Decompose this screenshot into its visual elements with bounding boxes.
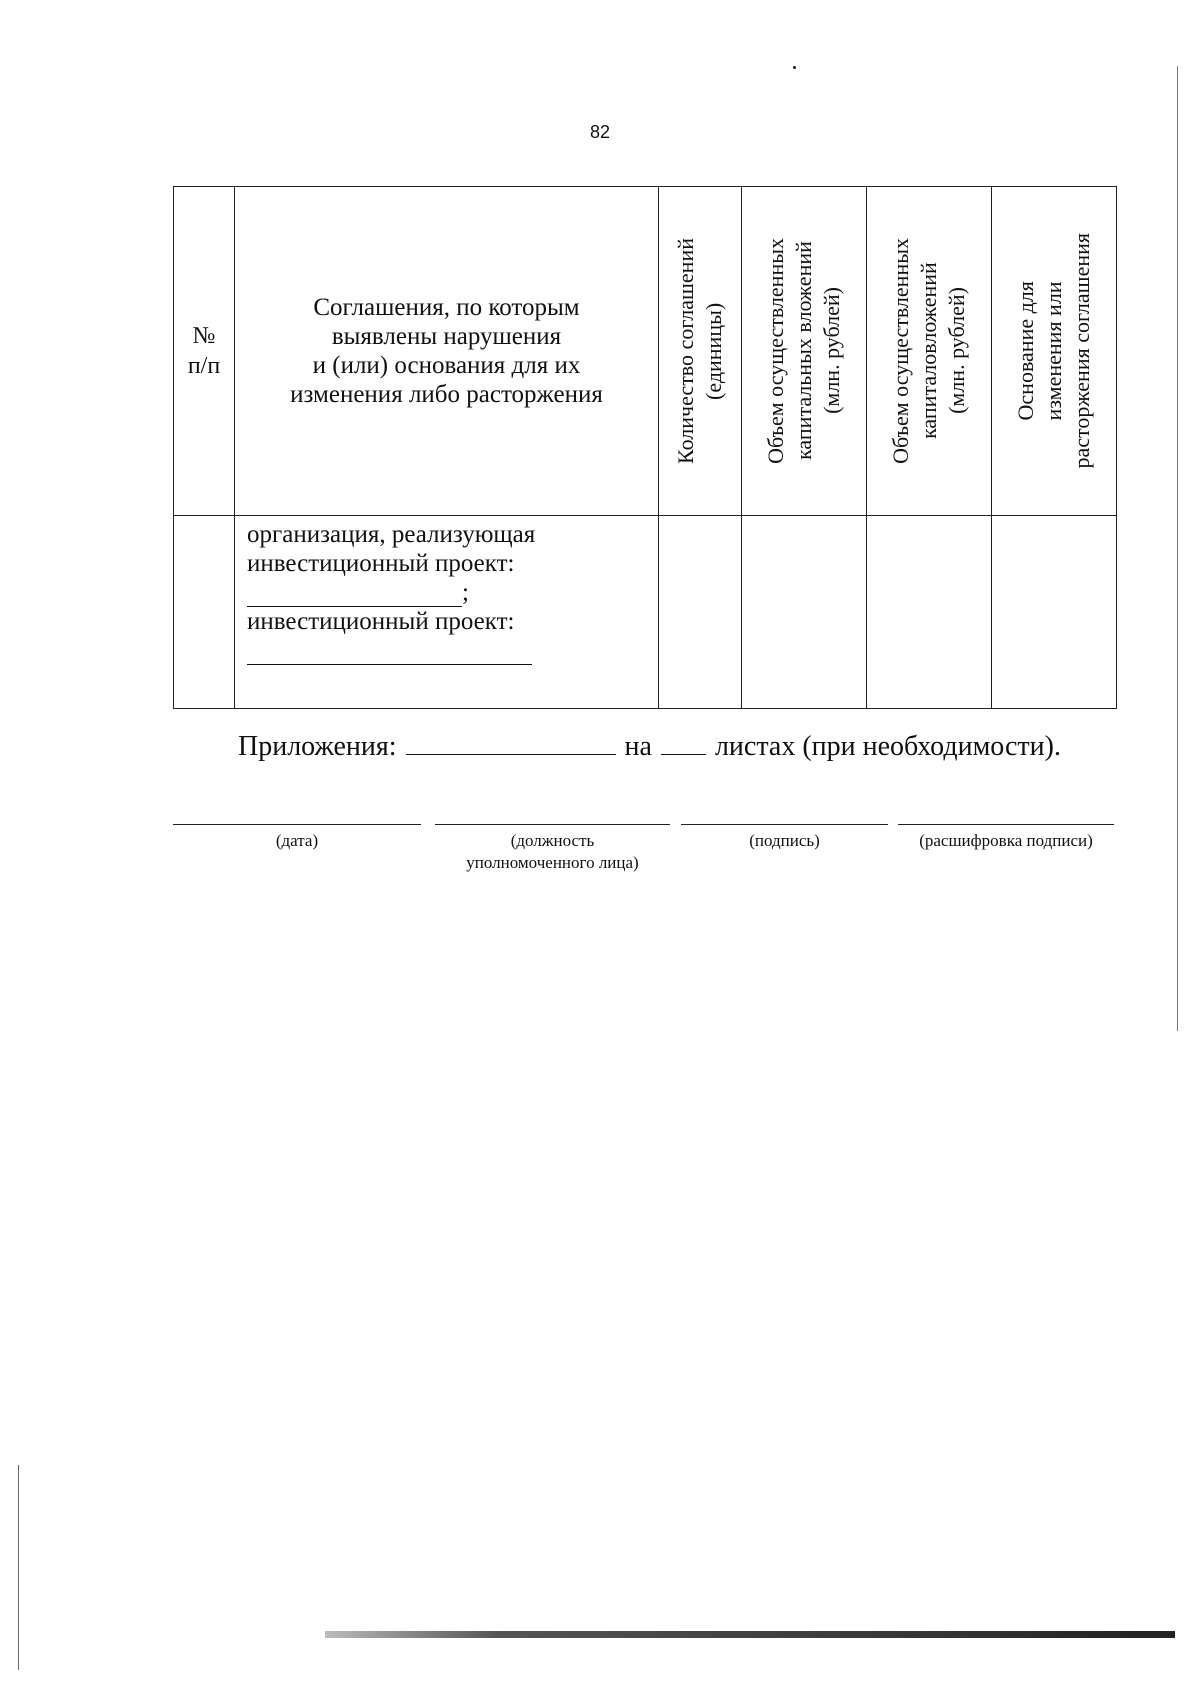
decoding-caption: (расшифровка подписи) (919, 831, 1093, 850)
sheets-count-blank[interactable] (661, 728, 706, 755)
header-agreements-count (659, 187, 742, 516)
agreements-table (173, 186, 1117, 709)
signature-line[interactable] (681, 824, 888, 825)
scan-speck (793, 66, 796, 69)
org-name-blank[interactable] (247, 582, 462, 607)
scan-edge-right (1177, 66, 1178, 1031)
cell-project-line: инвестиционный проект: (247, 608, 515, 635)
header-agreements-line: и (или) основания для их (312, 352, 581, 379)
scan-edge-left (18, 1465, 19, 1670)
header-capital-line: капитальных вложений (791, 241, 816, 461)
cell-capital-investments[interactable] (742, 516, 867, 709)
header-grounds-line: изменения или (1041, 281, 1066, 421)
header-capital-deposits (867, 187, 992, 516)
position-line[interactable] (435, 824, 670, 825)
appendix-on: на (624, 731, 652, 762)
header-number-sign: № (192, 323, 216, 349)
date-line[interactable] (173, 824, 421, 825)
position-caption-line: уполномоченного лица) (466, 853, 639, 872)
header-agreements-line: Соглашения, по которым (313, 294, 580, 321)
appendix-blank[interactable] (406, 728, 616, 755)
cell-project-line: инвестиционный проект: (247, 550, 515, 577)
table-header-row (174, 187, 1117, 516)
header-count-line: (единицы) (701, 302, 726, 400)
header-agreements (235, 187, 659, 516)
header-deposits-line: (млн. рублей) (944, 287, 969, 415)
cell-agreement (235, 516, 659, 709)
signature-caption: (подпись) (749, 831, 820, 850)
project-name-blank[interactable] (247, 640, 532, 665)
header-agreements-line: изменения либо расторжения (290, 381, 603, 408)
cell-count[interactable] (659, 516, 742, 709)
page-number: 82 (589, 122, 611, 142)
appendix-suffix: листах (при необходимости). (714, 731, 1061, 762)
header-agreements-line: выявлены нарушения (331, 323, 562, 350)
header-number-pp: п/п (187, 353, 221, 379)
header-deposits-line: капиталовложений (916, 262, 941, 440)
header-grounds (992, 187, 1117, 516)
table-row (174, 516, 1117, 709)
cell-grounds[interactable] (992, 516, 1117, 709)
header-grounds-line: расторжения соглашения (1069, 233, 1094, 469)
header-deposits-line: Объем осуществленных (888, 238, 913, 464)
cell-org-line: организация, реализующая (247, 521, 536, 548)
header-capital-line: Объем осуществленных (763, 238, 788, 464)
position-caption (405, 830, 700, 874)
appendix-line (238, 728, 1061, 765)
header-capital-investments (742, 187, 867, 516)
header-count-line: Количество соглашений (673, 238, 698, 464)
position-caption-line: (должность (510, 831, 595, 850)
date-caption: (дата) (275, 831, 319, 850)
cell-capital-deposits[interactable] (867, 516, 992, 709)
scan-bottom-bar (325, 1631, 1175, 1638)
header-number (174, 187, 235, 516)
decoding-line[interactable] (898, 824, 1114, 825)
cell-number (174, 516, 235, 709)
blank-semicolon: ; (462, 579, 469, 606)
header-capital-line: (млн. рублей) (819, 287, 844, 415)
header-grounds-line: Основание для (1013, 281, 1038, 421)
appendix-label: Приложения: (238, 731, 397, 762)
